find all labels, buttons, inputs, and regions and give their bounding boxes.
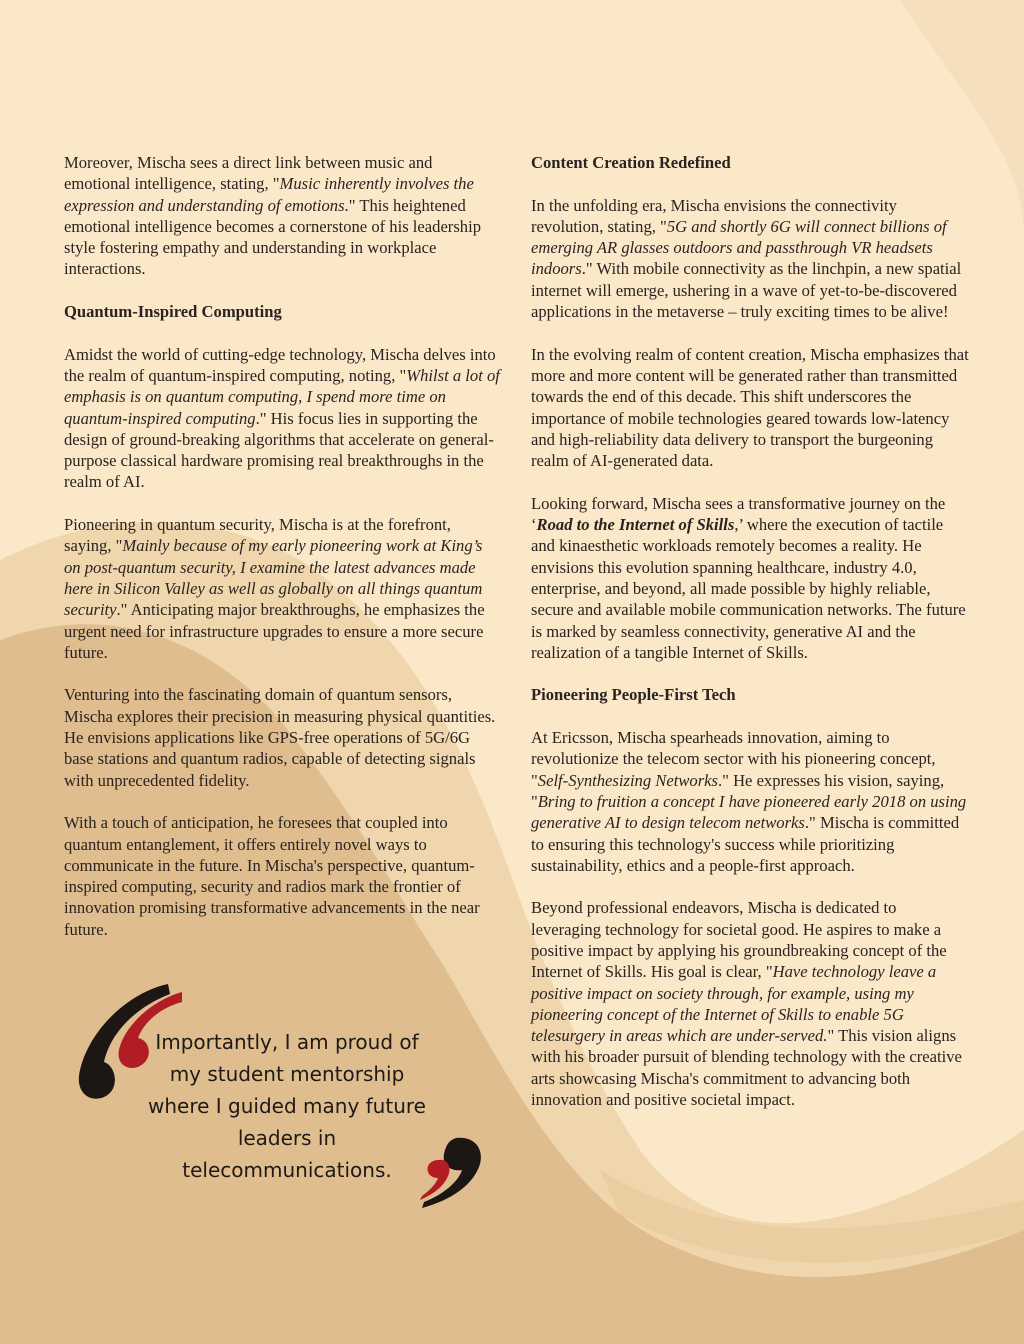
text: ." This heightened emotional intelligence becomes a cornerstone of his leadership style fostering empathy and understanding in workplace interactions.	[64, 195, 481, 279]
text: ,’ where the execution of tactile and kinaesthetic workloads remotely becomes a reality. He envisions this evolution spanning healthcare, industry 4.0, enterprise, and beyond, all made possible by highly reliable, secure and available mobile communication networks. The future is marked by seamless connectivity, generative AI and the realization of a tangible Internet of Skills.	[531, 515, 966, 662]
quote-italic: Bring to fruition a concept I have pioneered early 2018 on using generative AI to design telecom networks	[531, 791, 967, 833]
text: " This vision aligns with his broader pursuit of blending technology with the creative arts showcasing Mischa's commitment to advancing both innovation and positive societal impact.	[531, 1026, 962, 1110]
heading-quantum-inspired-computing: Quantum-Inspired Computing	[64, 302, 282, 322]
close-quote-icon	[416, 1134, 486, 1210]
text: ." He expresses his vision, saying, "	[531, 770, 945, 811]
quote-italic: Self-Synthesizing Networks	[537, 770, 718, 790]
text: ." His focus lies in supporting the design of ground-breaking algorithms that accelerate on general-purpose classical hardware promising real breakthroughs in the realm of AI.	[64, 408, 494, 492]
text: Beyond professional endeavors, Mischa is dedicated to leveraging technology for societal good. He aspires to make a positive impact by applying his groundbreaking concept of the Internet of Skills. His goal is clear, "	[531, 898, 947, 982]
paragraph-quantum-sensors: Venturing into the fascinating domain of quantum sensors, Mischa explores their precision in measuring physical quantities. He envisions applications like GPS-free operations of 5G/6G base stations and quantum radios, capable of detecting signals with unprecedented fidelity.	[64, 685, 496, 790]
paragraph-ericsson-innovation	[531, 727, 969, 876]
paragraph-societal-good	[531, 897, 969, 1110]
text: Looking forward, Mischa sees a transformative journey on the ‘	[531, 493, 946, 535]
quote-italic: Whilst a lot of emphasis is on quantum computing, I spend more time on quantum-inspired computing	[64, 365, 500, 428]
quote-italic: Music inherently involves the expression and understanding of emotions	[64, 174, 474, 215]
quote-italic: Have technology leave a positive impact on society through, for example, using my pioneering concept of the Internet of Skills to enable 5G telesurgery in areas which are under-served.	[531, 962, 937, 1046]
bold-italic-phrase: Road to the Internet of Skills	[536, 515, 735, 535]
paragraph-content-creation: In the evolving realm of content creation, Mischa emphasizes that more and more content will be generated rather than transmitted towards the end of this decade. This shift underscores the importance of mobile technologies geared towards low-latency and high-reliability data delivery to transport the burgeoning realm of AI-generated data.	[531, 344, 969, 471]
right-column	[531, 152, 969, 1132]
text: ." Mischa is committed to ensuring this technology's success while prioritizing sustainability, ethics and a people-first approach.	[531, 813, 960, 875]
text: ." Anticipating major breakthroughs, he emphasizes the urgent need for infrastructure upgrades to ensure a more secure future.	[64, 600, 485, 662]
text: At Ericsson, Mischa spearheads innovation, aiming to revolutionize the telecom sector with his pioneering concept, "	[531, 728, 936, 790]
text: In the unfolding era, Mischa envisions the connectivity revolution, stating, "	[531, 195, 897, 236]
paragraph-internet-of-skills	[531, 493, 969, 663]
pull-quote	[70, 978, 490, 1208]
text: Amidst the world of cutting-edge technology, Mischa delves into the realm of quantum-inspired computing, noting, "	[64, 344, 496, 385]
paragraph-quantum-computing	[64, 344, 500, 493]
left-column	[64, 152, 500, 961]
paragraph-quantum-security	[64, 514, 500, 663]
heading-content-creation-redefined: Content Creation Redefined	[531, 153, 731, 172]
pull-quote-text: Importantly, I am proud of my student mentorship where I guided many future leaders in telecommunications.	[148, 1030, 426, 1182]
paragraph-quantum-entanglement: With a touch of anticipation, he foresees that coupled into quantum entanglement, it offers entirely novel ways to communicate in the future. In Mischa's perspective, quantum-inspired computing, security and radios mark the frontier of innovation promising transformative advancements in the near future.	[64, 813, 480, 939]
paragraph-music-emotional-intelligence	[64, 152, 500, 280]
text: Pioneering in quantum security, Mischa is at the forefront, saying, "	[64, 515, 451, 556]
quote-italic: 5G and shortly 6G will connect billions of emerging AR glasses outdoors and passthrough VR headsets indoors	[531, 216, 947, 279]
paragraph-connectivity-revolution	[531, 195, 969, 323]
quote-italic: Mainly because of my early pioneering work at King’s on post-quantum security, I examine the latest advances made here in Silicon Valley as well as globally on all things quantum security	[64, 536, 483, 620]
text: Moreover, Mischa sees a direct link between music and emotional intelligence, stating, "	[64, 153, 433, 194]
text: ." With mobile connectivity as the linchpin, a new spatial internet will emerge, ushering in a wave of yet-to-be-discovered applications in the metaverse – truly exciting times to be alive!	[531, 259, 962, 322]
heading-pioneering-people-first-tech: Pioneering People-First Tech	[531, 685, 736, 705]
